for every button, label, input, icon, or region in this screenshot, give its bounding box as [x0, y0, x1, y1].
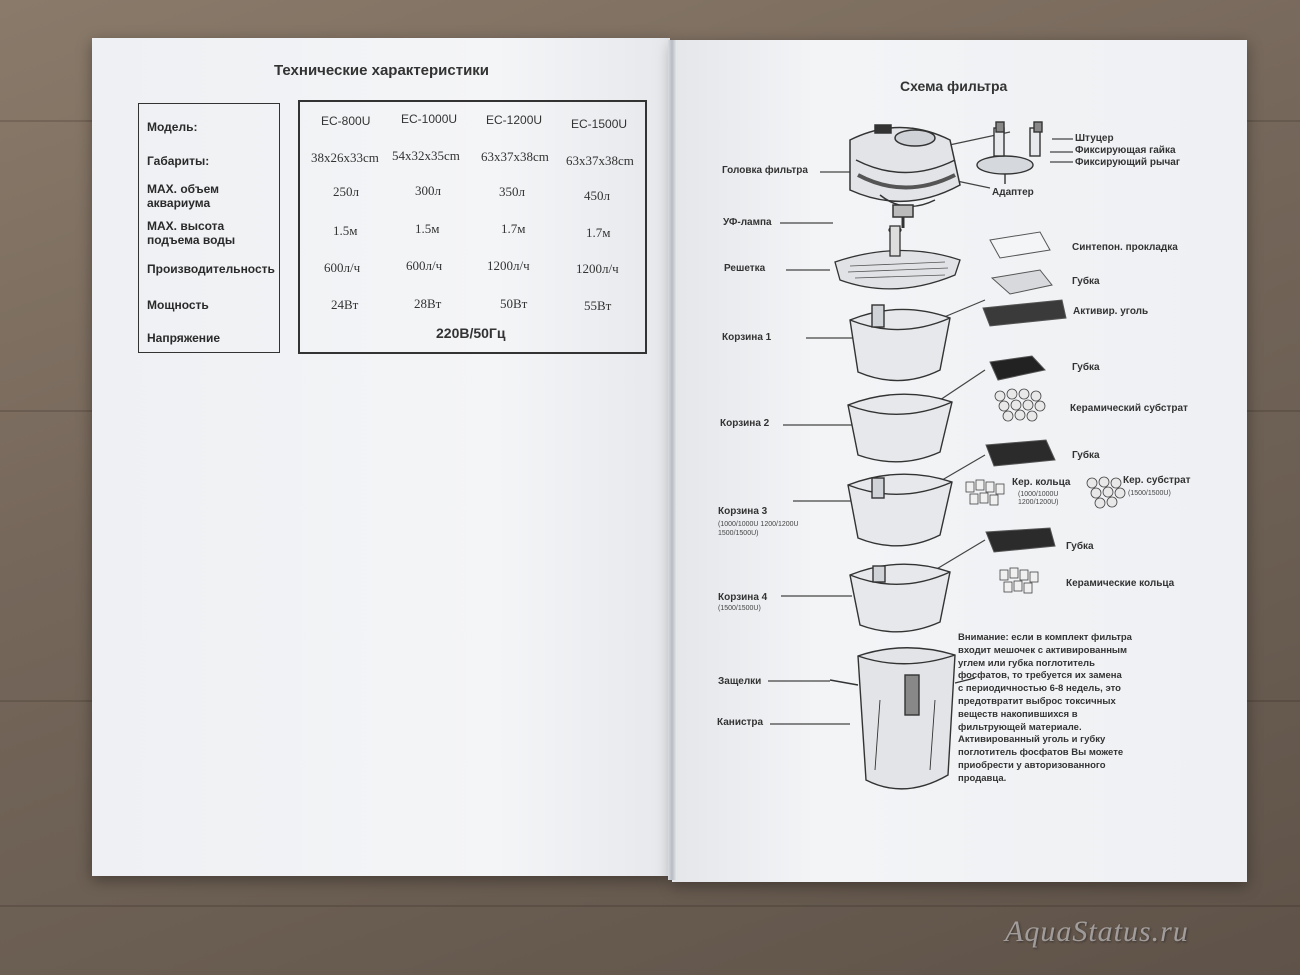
- filter-head-drawing: [850, 125, 960, 228]
- power-cell: 24Вт: [331, 297, 359, 312]
- label-power: Мощность: [147, 298, 209, 312]
- adapter-drawing: [977, 122, 1042, 184]
- label-voltage: Напряжение: [147, 331, 221, 345]
- volume-cell: 250л: [333, 184, 359, 199]
- label-volume-1: MAX. объем: [147, 182, 220, 196]
- watermark: AquaStatus.ru: [1005, 915, 1189, 948]
- label-lever: Фиксирующий рычаг: [1075, 157, 1181, 168]
- model-cell: EC-1500U: [571, 117, 628, 131]
- label-basket-2: Корзина 2: [720, 418, 770, 429]
- note-line: Активированный уголь и губку: [958, 734, 1106, 746]
- model-cell: EC-1000U: [401, 112, 458, 126]
- label-throughput: Производительность: [147, 262, 275, 276]
- warning-note: [958, 632, 1168, 786]
- label-basket-4-note: (1500/1500U): [718, 605, 761, 612]
- label-rings-note: (1000/1000U: [1018, 491, 1059, 498]
- label-sponge: Губка: [1072, 450, 1100, 461]
- height-cell: 1.5м: [333, 223, 358, 238]
- dimension-cell: 54x32x35cm: [392, 148, 460, 163]
- height-cell: 1.5м: [415, 221, 440, 236]
- label-uv-lamp: УФ-лампа: [723, 217, 772, 228]
- dimension-cell: 63x37x38cm: [481, 149, 549, 164]
- label-dimensions: Габариты:: [147, 154, 210, 168]
- dimension-cell: 63x37x38cm: [566, 153, 634, 168]
- volume-cell: 450л: [584, 188, 610, 203]
- label-ceramic-substrate-short: Кер. субстрат: [1123, 475, 1191, 486]
- label-rings-note: 1200/1200U): [1018, 499, 1059, 506]
- note-line: предотвратит выброс токсичных: [958, 695, 1116, 707]
- canister-drawing: [830, 648, 975, 789]
- spec-title: Технические характеристики: [274, 62, 490, 79]
- throughput-cell: 600л/ч: [406, 258, 443, 273]
- label-filter-head: Головка фильтра: [722, 165, 808, 176]
- model-cell: EC-800U: [321, 114, 371, 128]
- label-adapter: Адаптер: [992, 187, 1034, 198]
- label-basket-3-note: (1000/1000U 1200/1200U: [718, 521, 799, 528]
- label-ceramic-rings: Керамические кольца: [1066, 578, 1175, 589]
- label-sponge: Губка: [1072, 276, 1100, 287]
- model-cell: EC-1200U: [486, 113, 543, 127]
- label-volume-2: аквариума: [147, 196, 211, 210]
- throughput-cell: 1200л/ч: [487, 258, 530, 273]
- note-line: Внимание: если в комплект фильтра: [958, 632, 1132, 643]
- label-ceramic-substrate: Керамический субстрат: [1070, 403, 1188, 414]
- note-line: входит мешочек с активированным: [958, 644, 1128, 656]
- note-line: с периодичностью 6-8 недель, это: [958, 683, 1121, 695]
- label-height-2: подъема воды: [147, 233, 236, 247]
- label-substrate-note: (1500/1500U): [1128, 490, 1171, 497]
- label-latches: Защелки: [718, 676, 762, 687]
- throughput-cell: 600л/ч: [324, 260, 361, 275]
- label-synth-pad: Синтепон. прокладка: [1072, 242, 1178, 253]
- voltage-cell: 220В/50Гц: [436, 325, 506, 341]
- label-grid: Решетка: [724, 263, 766, 274]
- dimension-cell: 38x26x33cm: [311, 150, 379, 165]
- label-model: Модель:: [147, 120, 198, 134]
- power-cell: 55Вт: [584, 298, 612, 313]
- throughput-cell: 1200л/ч: [576, 261, 619, 276]
- label-fitting: Штуцер: [1075, 133, 1114, 144]
- label-carbon: Активир. уголь: [1073, 306, 1149, 317]
- basket-drawings: [848, 305, 952, 632]
- note-line: продавца.: [958, 772, 1007, 784]
- label-canister: Канистра: [717, 717, 764, 728]
- note-line: поглотитель фосфатов Вы можете: [958, 747, 1124, 759]
- label-sponge: Губка: [1072, 362, 1100, 373]
- grid-drawing: [835, 226, 960, 289]
- power-cell: 28Вт: [414, 296, 442, 311]
- volume-cell: 350л: [499, 184, 525, 199]
- height-cell: 1.7м: [586, 225, 611, 240]
- label-basket-3-note: 1500/1500U): [718, 530, 759, 537]
- label-height-1: MAX. высота: [147, 219, 225, 233]
- note-line: приобрести у авторизованного: [958, 759, 1106, 771]
- label-sponge: Губка: [1066, 541, 1094, 552]
- power-cell: 50Вт: [500, 296, 528, 311]
- note-line: веществ накопившихся в: [958, 708, 1078, 720]
- label-nut: Фиксирующая гайка: [1075, 145, 1176, 156]
- volume-cell: 300л: [415, 183, 441, 198]
- note-line: фосфатов, то требуется их замена: [958, 670, 1122, 682]
- label-basket-4: Корзина 4: [718, 592, 768, 603]
- label-basket-3: Корзина 3: [718, 506, 768, 517]
- diagram-title: Схема фильтра: [900, 78, 1008, 94]
- label-ceramic-rings-short: Кер. кольца: [1012, 477, 1071, 488]
- note-line: углем или губка поглотитель: [958, 657, 1095, 669]
- label-basket-1: Корзина 1: [722, 332, 772, 343]
- height-cell: 1.7м: [501, 221, 526, 236]
- note-line: фильтрующей материале.: [958, 721, 1082, 733]
